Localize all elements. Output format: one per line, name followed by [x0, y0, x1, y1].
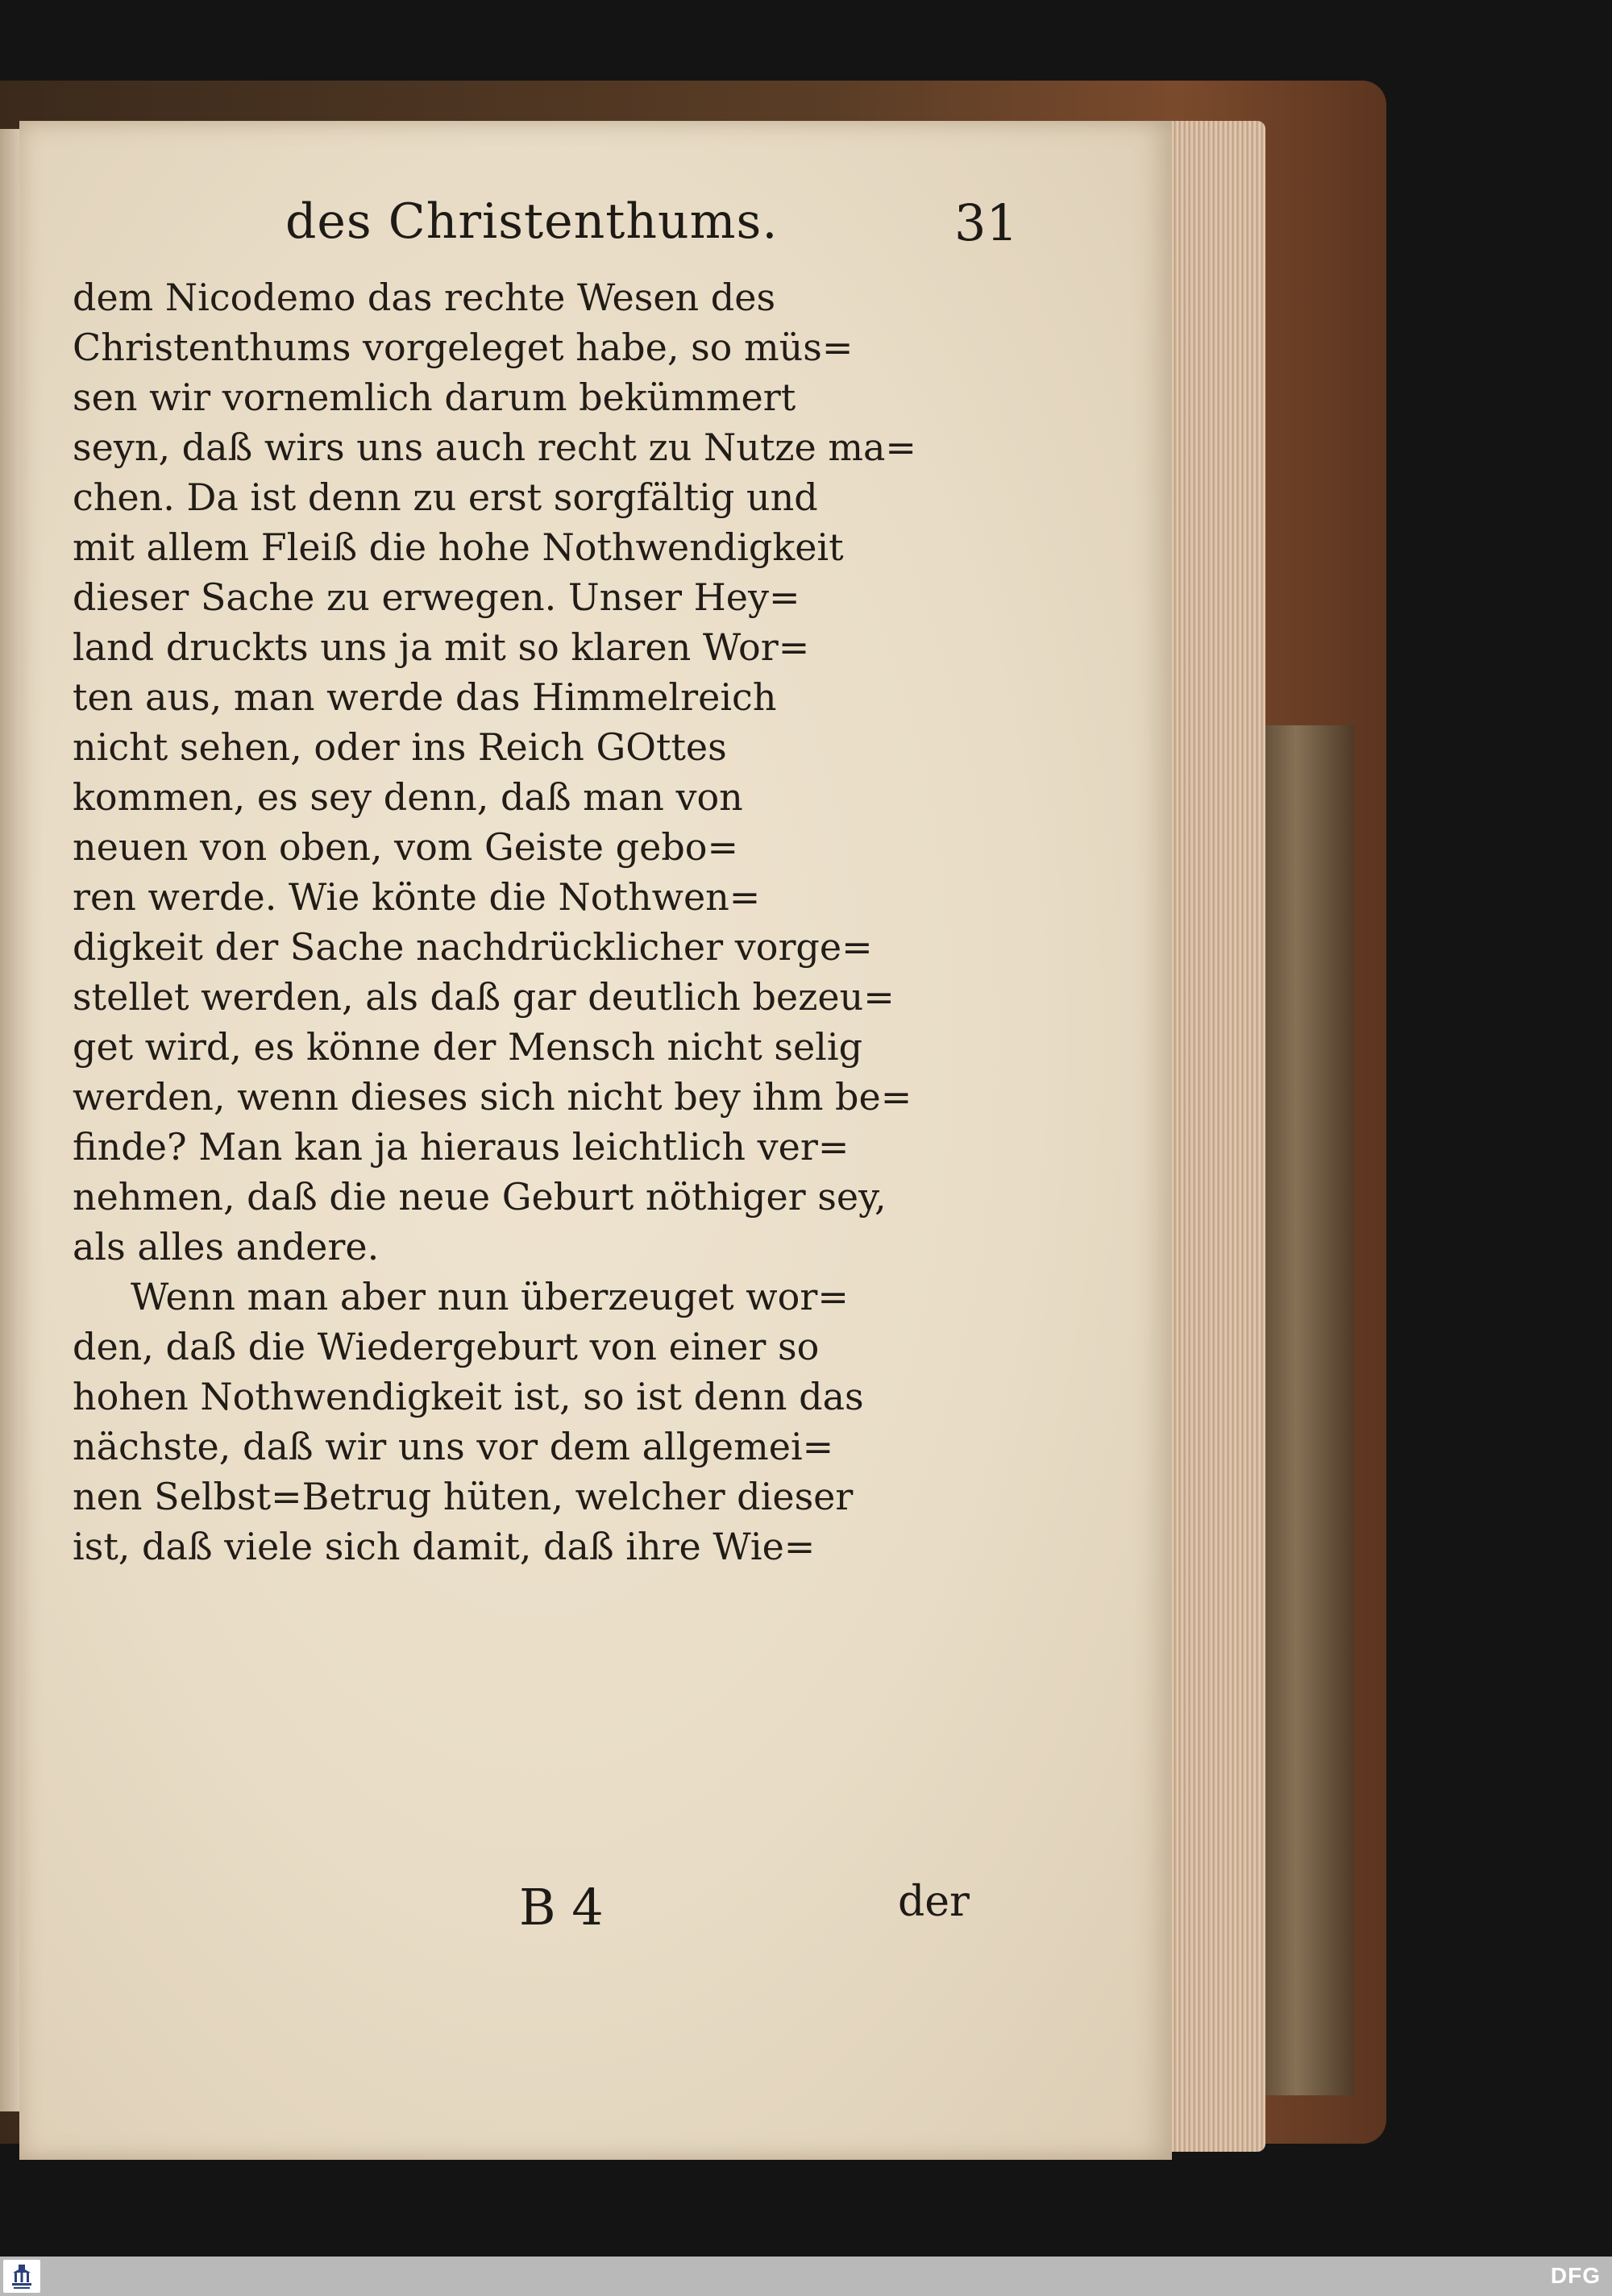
text-line: dieser Sache zu erwegen. Unser Hey= [73, 575, 800, 619]
text-line: chen. Da ist denn zu erst sorgfältig und [73, 475, 818, 519]
text-line: den, daß die Wiedergeburt von einer so [73, 1325, 820, 1368]
signature-mark: B 4 [519, 1878, 604, 1937]
text-line: Wenn man aber nun überzeuget wor= [131, 1275, 849, 1318]
text-line: als alles andere. [73, 1225, 380, 1268]
viewer-footer-bar [0, 2257, 1612, 2296]
text-body [73, 272, 1024, 1571]
library-seal-icon [3, 2260, 40, 2293]
text-line: get wird, es könne der Mensch nicht selig [73, 1025, 863, 1069]
text-line: neuen von oben, vom Geiste gebo= [73, 825, 739, 869]
dfg-logo: DFG [1550, 2263, 1601, 2288]
text-line: ren werde. Wie könte die Nothwen= [73, 875, 761, 919]
page-edges [1161, 121, 1265, 2152]
text-line: mit allem Fleiß die hohe Nothwendigkeit [73, 525, 844, 569]
text-line: ist, daß viele sich damit, daß ihre Wie= [73, 1525, 816, 1568]
text-line: dem Nicodemo das rechte Wesen des [73, 276, 776, 319]
text-line: ten aus, man werde das Himmelreich [73, 675, 777, 719]
text-line: hohen Nothwendigkeit ist, so ist denn das [73, 1375, 864, 1418]
book-spine [1257, 725, 1354, 2095]
text-line: digkeit der Sache nachdrücklicher vorge= [73, 925, 873, 969]
page-number: 31 [954, 193, 1018, 252]
text-line: nen Selbst=Betrug hüten, welcher dieser [73, 1475, 854, 1518]
running-head: des Christenthums. [285, 193, 779, 250]
text-line: stellet werden, als daß gar deutlich bezeu= [73, 975, 895, 1019]
text-line: sen wir vornemlich darum bekümmert [73, 376, 796, 419]
text-line: land druckts uns ja mit so klaren Wor= [73, 625, 810, 669]
text-line: seyn, daß wirs uns auch recht zu Nutze ma= [73, 426, 916, 469]
text-line: nächste, daß wir uns vor dem allgemei= [73, 1425, 834, 1468]
text-line: Christenthums vorgeleget habe, so müs= [73, 326, 854, 369]
text-line: werden, wenn dieses sich nicht bey ihm be= [73, 1075, 912, 1119]
catchword: der [898, 1878, 970, 1926]
text-line: nehmen, daß die neue Geburt nöthiger sey, [73, 1175, 887, 1219]
text-line: finde? Man kan ja hieraus leichtlich ver= [73, 1125, 850, 1169]
book-page [19, 121, 1172, 2160]
text-line: kommen, es sey denn, daß man von [73, 775, 743, 819]
text-line: nicht sehen, oder ins Reich GOttes [73, 725, 727, 769]
